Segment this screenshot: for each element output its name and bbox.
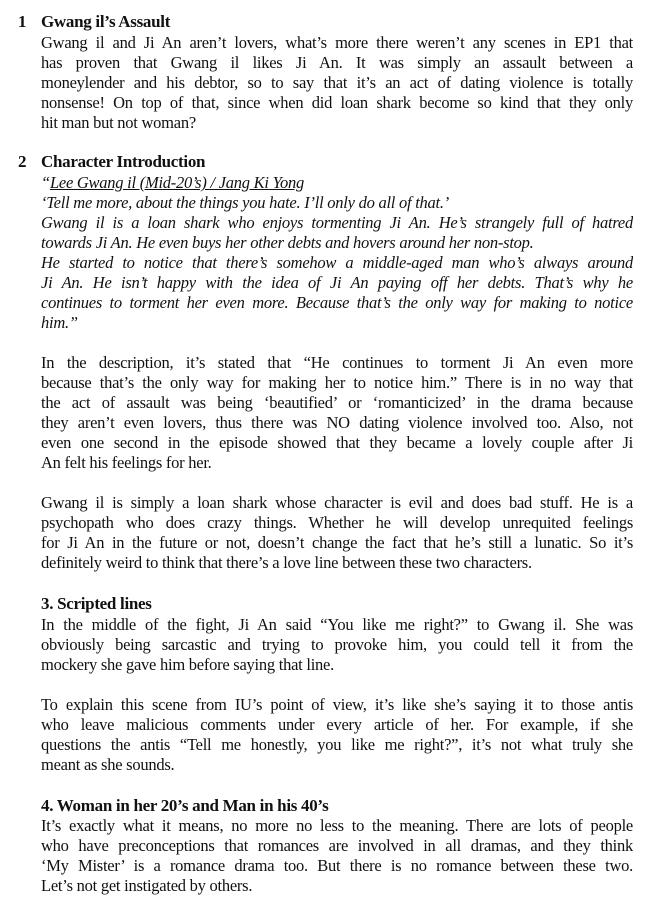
body-line: definitely weird to think that there’s a love line between these two characters. xyxy=(41,553,532,572)
section-title: Gwang il’s Assault xyxy=(41,12,171,31)
quote-heading-line xyxy=(41,173,633,193)
body-line: Gwang il and Ji An aren’t lovers, what’s more there weren’t any scenes in EP1 that xyxy=(41,33,633,52)
body-line: In the middle of the fight, Ji An said “You like me right?” to Gwang il. She was xyxy=(41,615,633,634)
section-number: 2 xyxy=(18,152,27,171)
quote-line: continues to torment her even more. Because that’s the only way for making to notice xyxy=(41,293,633,312)
body-line: mockery she gave him before saying that line. xyxy=(41,655,334,674)
quote-line: Gwang il is a loan shark who enjoys tormenting Ji An. He’s strangely full of hatred xyxy=(41,213,633,232)
quote-line: ‘Tell me more, about the things you hate. I’ll only do all of that.’ xyxy=(41,193,449,212)
body-line: psychopath who does crazy things. Whether he will develop unrequited feelings xyxy=(41,513,633,532)
body-line: Let’s not get instigated by others. xyxy=(41,876,253,895)
body-line: obviously being sarcastic and trying to provoke him, you could tell it from the xyxy=(41,635,633,654)
body-line: questions the antis “Tell me honestly, you like me right?”, it’s not what truly she xyxy=(41,735,633,754)
body-line: Gwang il is simply a loan shark whose character is evil and does bad stuff. He is a xyxy=(41,493,633,512)
body-line: who have preconceptions that romances are involved in all dramas, and they think xyxy=(41,836,633,855)
section-title: 3. Scripted lines xyxy=(41,594,152,613)
quote-heading: Lee Gwang il (Mid-20’s) / Jang Ki Yong xyxy=(49,173,304,192)
section-title: 4. Woman in her 20’s and Man in his 40’s xyxy=(41,796,329,815)
body-line: they aren’t even lovers, thus there was NO dating violence involved too. Also, not xyxy=(41,413,633,432)
section-number: 1 xyxy=(18,12,27,31)
quote-line: Ji An. He isn’t happy with the idea of Ji An paying off her debts. That’s why he xyxy=(41,273,633,292)
body-line: It’s exactly what it means, no more no less to the meaning. There are lots of people xyxy=(41,816,633,835)
body-line: ‘My Mister’ is a romance drama too. But there is no romance between these two. xyxy=(41,856,633,875)
body-line: has proven that Gwang il likes Ji An. It was simply an assault between a xyxy=(41,53,633,72)
section-title: Character Introduction xyxy=(41,152,206,171)
body-line: hit man but not woman? xyxy=(41,113,196,132)
quote-line: towards Ji An. He even buys her other debts and hovers around her non-stop. xyxy=(41,233,534,252)
body-line: the act of assault was being ‘beautified’ or ‘romanticized’ in the drama because xyxy=(41,393,633,412)
body-line: who leave malicious comments under every article of her. For example, if she xyxy=(41,715,633,734)
body-line: moneylender and his debtor, so to say that it’s an act of dating violence is totally xyxy=(41,73,633,92)
body-line: meant as she sounds. xyxy=(41,755,175,774)
quote-line: him.” xyxy=(41,313,78,332)
quote-line: He started to notice that there’s somehow a middle-aged man who’s always around xyxy=(41,253,633,272)
body-line: An felt his feelings for her. xyxy=(41,453,212,472)
body-line: for Ji An in the future or not, doesn’t change the fact that he’s still a lunatic. So it’s xyxy=(41,533,633,552)
body-line: even one second in the episode showed that they became a lovely couple after Ji xyxy=(41,433,633,452)
body-line: nonsense! On top of that, since when did loan shark become so kind that they only xyxy=(41,93,633,112)
body-line: because that’s the only way for making her to notice him.” There is in no way that xyxy=(41,373,633,392)
body-line: In the description, it’s stated that “He continues to torment Ji An even more xyxy=(41,353,633,372)
quote-open-mark: “ xyxy=(41,173,50,192)
body-line: To explain this scene from IU’s point of view, it’s like she’s saying it to those antis xyxy=(41,695,633,714)
